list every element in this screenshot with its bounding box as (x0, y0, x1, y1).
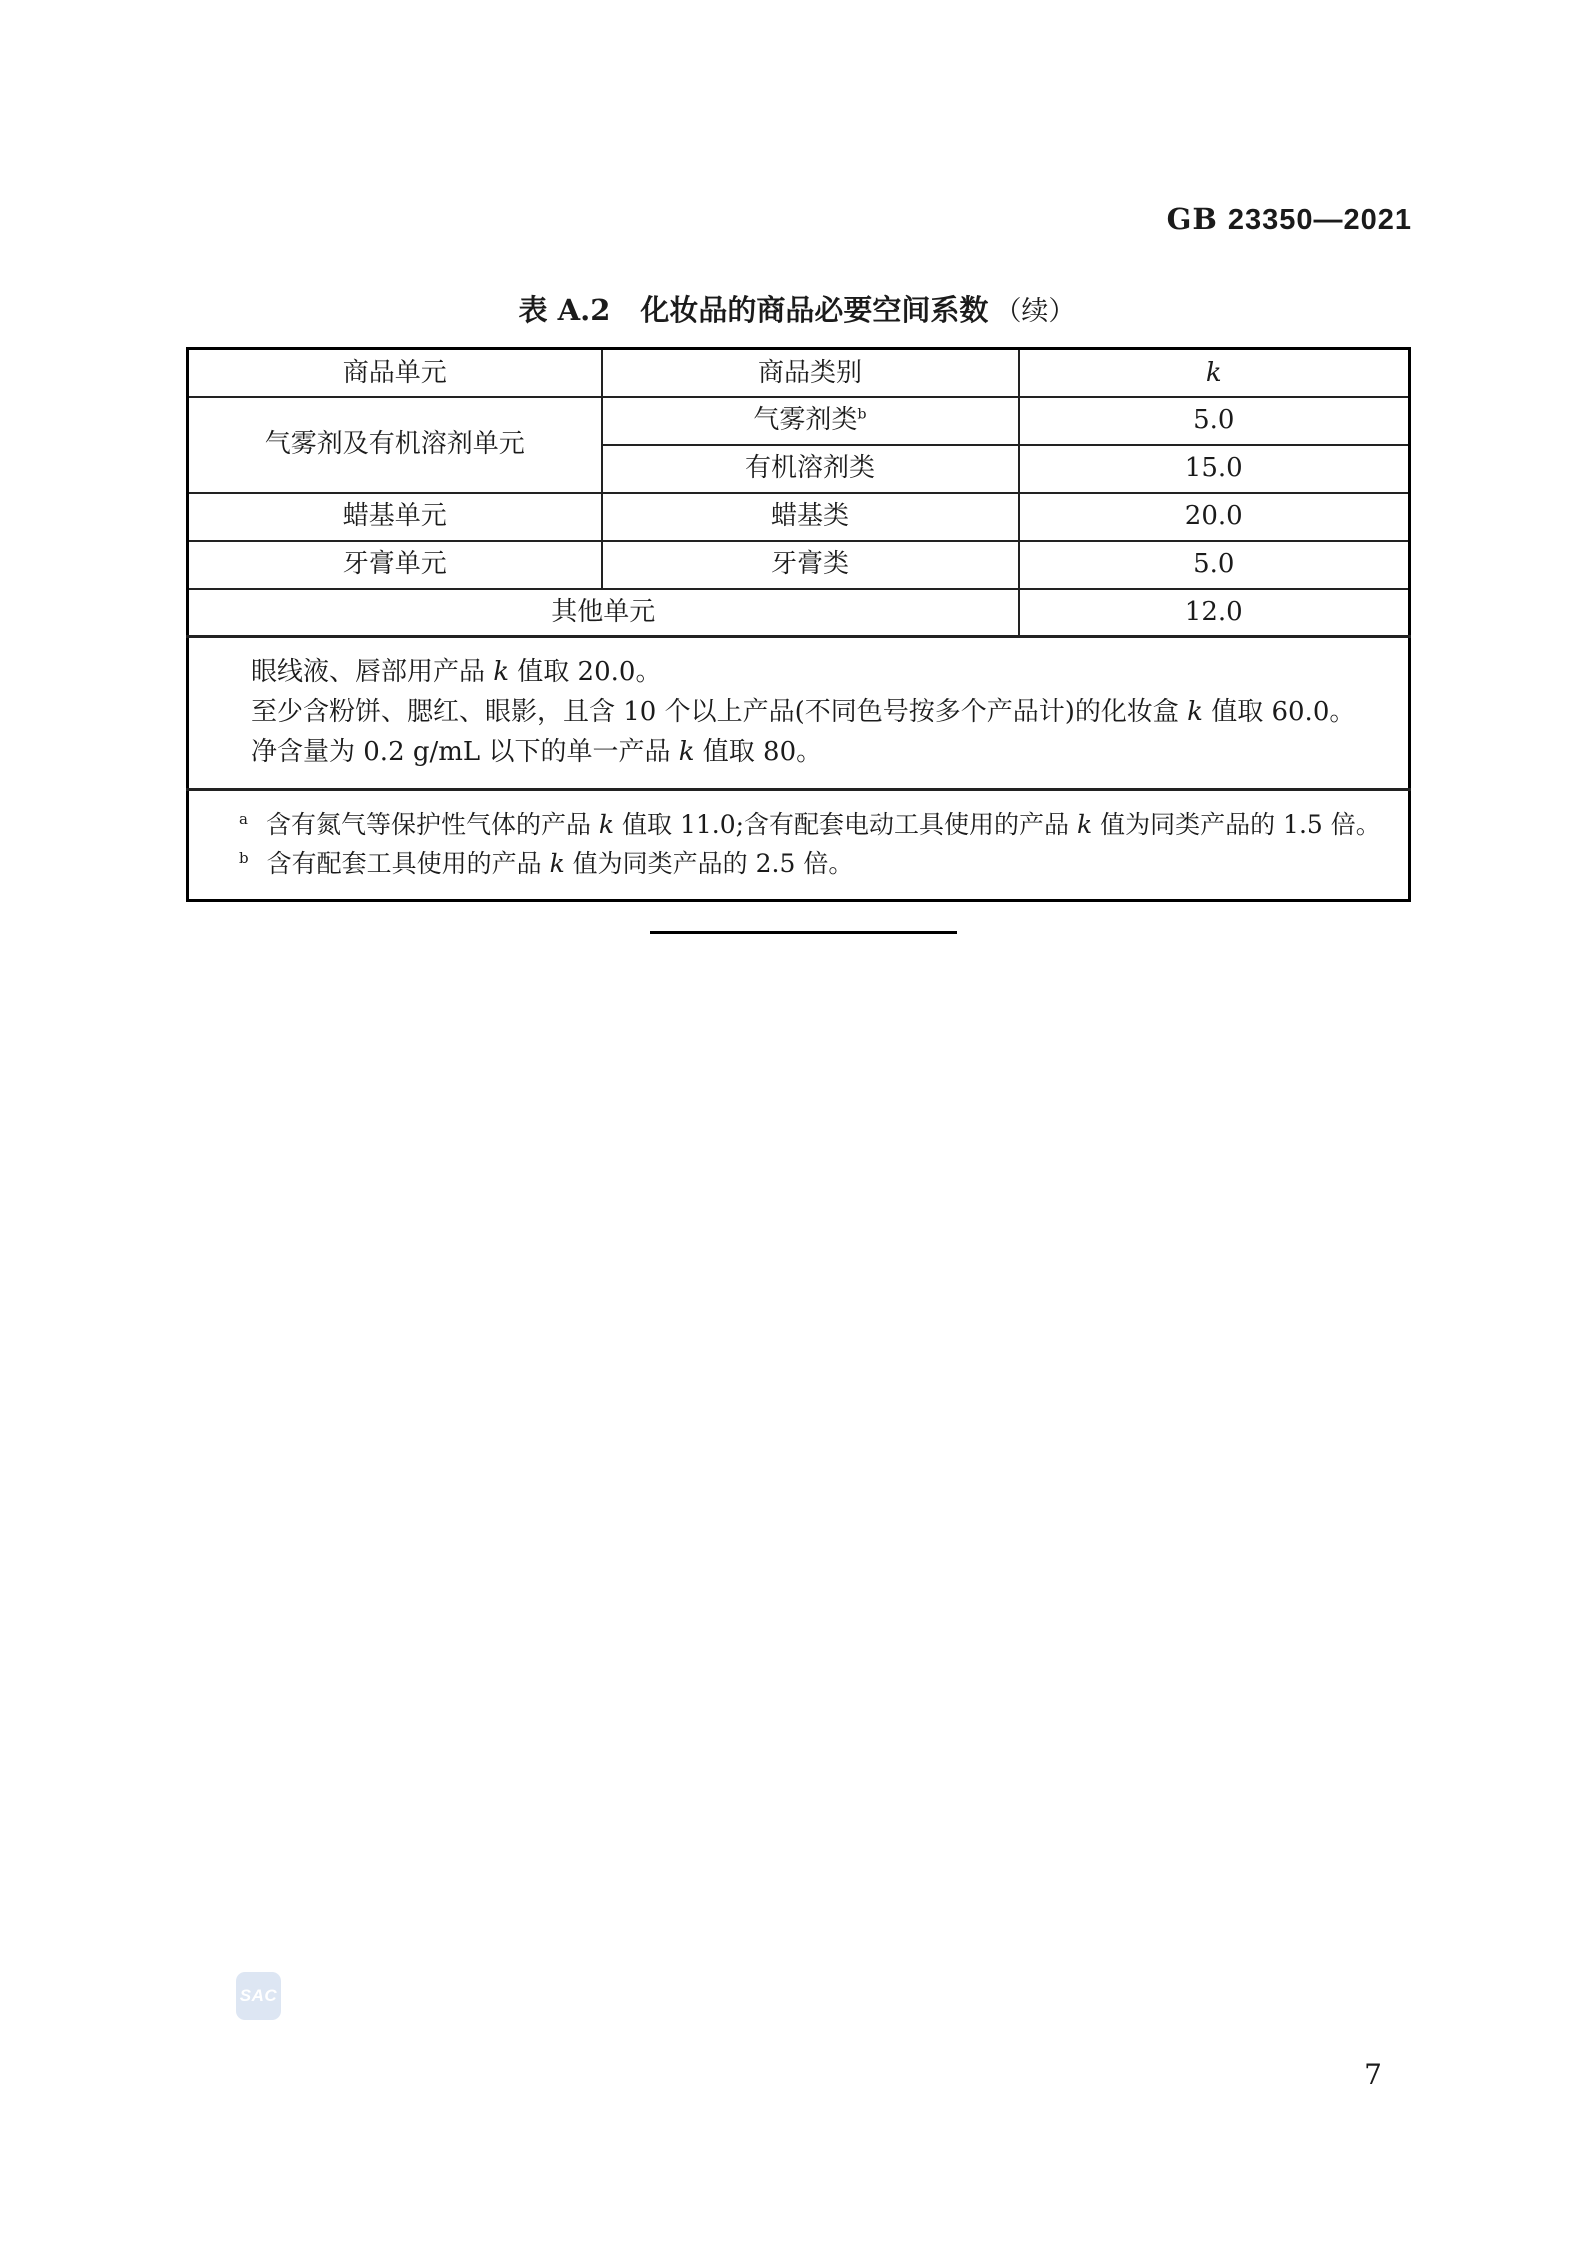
cell-category-aerosol: 气雾剂类$^b$ (602, 397, 1019, 445)
table-footnotes-row (188, 790, 1410, 901)
table-footnote-a: $^a$ 含有氮气等保护性气体的产品 k 值取 11.0;含有配套电动工具使用的产品 k 值为同类产品的 1.5 倍。 (239, 809, 1381, 839)
cell-unit-toothpaste: 牙膏单元 (188, 541, 602, 589)
table-notes-cell (188, 637, 1410, 790)
table-note-2: 至少含粉饼、腮红、眼影，且含 10 个以上产品(不同色号按多个产品计)的化妆盒 k 值取 60.0。 (251, 697, 1356, 727)
cell-category-organic-solvent: 有机溶剂类 (602, 445, 1019, 493)
cell-category-toothpaste: 牙膏类 (602, 541, 1019, 589)
end-of-table-rule (650, 931, 957, 934)
table-caption-label: 表 A.2 (518, 293, 611, 327)
col-header-category: 商品类别 (602, 349, 1019, 397)
standard-code (1167, 202, 1412, 237)
footnote-text-a: 含有氮气等保护性气体的产品 k 值取 11.0;含有配套电动工具使用的产品 k 值为同类产品的 1.5 倍。 (265, 810, 1381, 839)
cell-unit-wax: 蜡基单元 (188, 493, 602, 541)
sac-logo-text: SAC (239, 1986, 278, 2005)
table-notes-row (188, 637, 1410, 790)
table-footnotes-cell (188, 790, 1410, 901)
table-row (188, 541, 1410, 589)
col-header-unit: 商品单元 (188, 349, 602, 397)
cell-k-aerosol: 5.0 (1019, 397, 1410, 445)
cell-category-wax: 蜡基类 (602, 493, 1019, 541)
table-row (188, 397, 1410, 445)
page-number: 7 (1364, 2058, 1382, 2091)
standard-code-prefix: GB (1166, 202, 1218, 236)
footnote-text-b: 含有配套工具使用的产品 k 值为同类产品的 2.5 倍。 (266, 849, 854, 878)
table-caption (186, 288, 1408, 329)
standard-code-number: 23350—2021 (1227, 204, 1412, 236)
cell-unit-other: 其他单元 (188, 589, 1019, 637)
cell-k-other: 12.0 (1019, 589, 1410, 637)
table-caption-text: 化妆品的商品必要空间系数 (640, 293, 989, 327)
table-row (188, 493, 1410, 541)
table-caption-continued: （续） (994, 296, 1076, 327)
sac-watermark-logo (236, 1972, 281, 2020)
space-coefficient-table (186, 347, 1411, 902)
table-note-1: 眼线液、唇部用产品 k 值取 20.0。 (251, 657, 662, 687)
table-row (188, 589, 1410, 637)
cell-k-wax: 20.0 (1019, 493, 1410, 541)
table-footnote-b: $^b$ 含有配套工具使用的产品 k 值为同类产品的 2.5 倍。 (239, 848, 854, 878)
cell-k-toothpaste: 5.0 (1019, 541, 1410, 589)
table-note-3: 净含量为 0.2 g/mL 以下的单一产品 k 值取 80。 (251, 737, 823, 767)
table-header-row (188, 349, 1410, 397)
col-header-k: k (1019, 349, 1410, 397)
cell-k-organic-solvent: 15.0 (1019, 445, 1410, 493)
cell-unit-aerosol-solvent: 气雾剂及有机溶剂单元 (188, 397, 602, 493)
